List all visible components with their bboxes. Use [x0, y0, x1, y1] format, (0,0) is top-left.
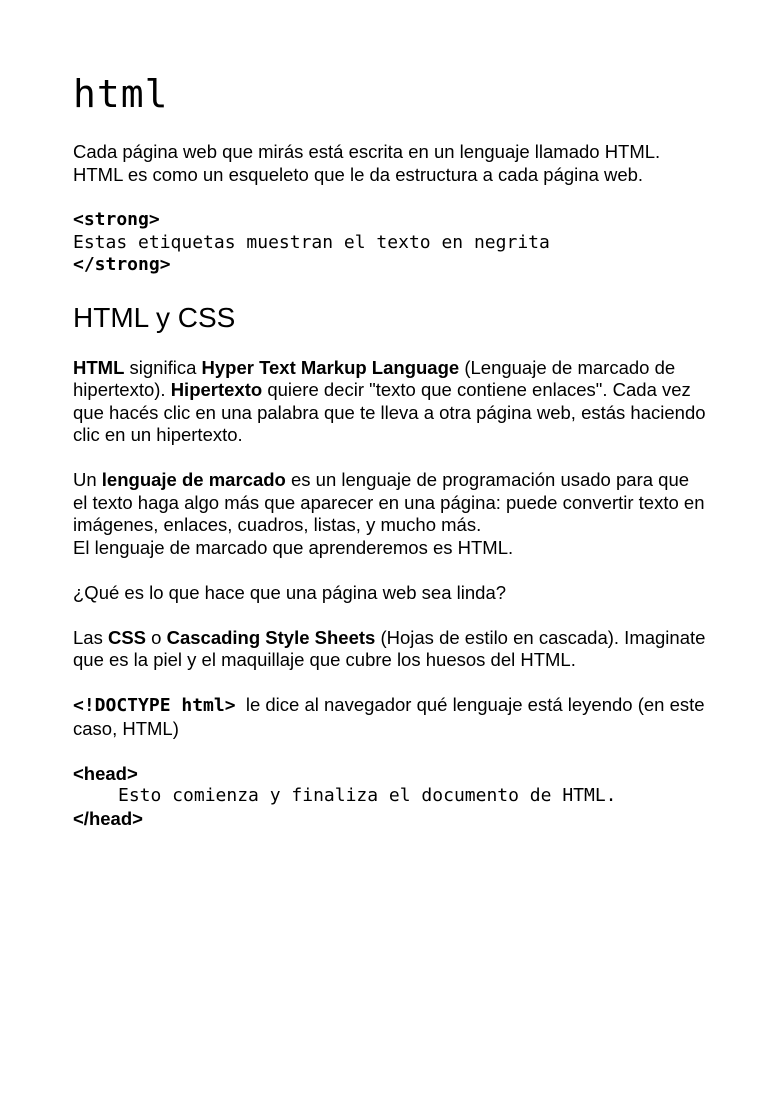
text-span: Un [73, 469, 102, 490]
term-hipertexto: Hipertexto [170, 379, 263, 400]
text-span: Las [73, 626, 108, 648]
text-span: (Lenguaje de marcado de hipertexto). [73, 356, 676, 400]
term-lenguaje-de-marcado: lenguaje de marcado [101, 469, 286, 490]
head-tag-content: Esto comienza y finaliza el documento de HTML. [118, 785, 617, 806]
text-span: quiere decir "texto que contiene enlaces". Cada vez que hacés clic en una palabra que te lleva a otra página web, estás haciendo clic en un hipertexto. [73, 379, 706, 445]
strong-close-tag: </strong> [73, 254, 171, 275]
head-close-tag: </head> [73, 807, 143, 829]
doctype-paragraph [73, 694, 708, 740]
markup-language-paragraph [73, 469, 708, 559]
head-open-tag: <head> [73, 762, 138, 784]
text-span: significa [124, 356, 202, 378]
css-paragraph [73, 627, 708, 672]
strong-open-tag: <strong> [73, 209, 160, 230]
text-span: le dice al navegador qué lenguaje está leyendo (en este caso, HTML) [73, 694, 710, 739]
strong-tag-example [73, 209, 708, 277]
term-html: HTML [73, 356, 125, 378]
html-definition-paragraph [73, 357, 708, 447]
term-css: CSS [107, 626, 147, 648]
text-span: El lenguaje de marcado que aprenderemos es HTML. [73, 536, 514, 558]
document-title: html [73, 72, 169, 116]
term-cascading-style-sheets: Cascading Style Sheets [166, 626, 376, 648]
text-span: es un lenguaje de programación usado para que el texto haga algo más que aparecer en una página: puede convertir texto en imágenes, enlaces, cuadros, listas, y mucho más. [73, 469, 705, 535]
doctype-tag: <!DOCTYPE html> [73, 695, 236, 716]
question-paragraph: ¿Qué es lo que hace que una página web sea linda? [73, 581, 507, 603]
text-span: o [146, 626, 167, 648]
head-tag-example [73, 763, 708, 831]
term-hyper-text-markup-language: Hyper Text Markup Language [201, 356, 460, 378]
text-span: (Hojas de estilo en cascada). Imaginate que es la piel y el maquillaje que cubre los huesos del HTML. [73, 626, 706, 670]
strong-tag-content: Estas etiquetas muestran el texto en negrita [73, 231, 550, 253]
section-heading: HTML y CSS [73, 301, 236, 333]
document-page [0, 72, 768, 1096]
intro-paragraph: Cada página web que mirás está escrita en un lenguaje llamado HTML. HTML es como un esqueleto que le da estructura a cada página web. [73, 141, 661, 185]
